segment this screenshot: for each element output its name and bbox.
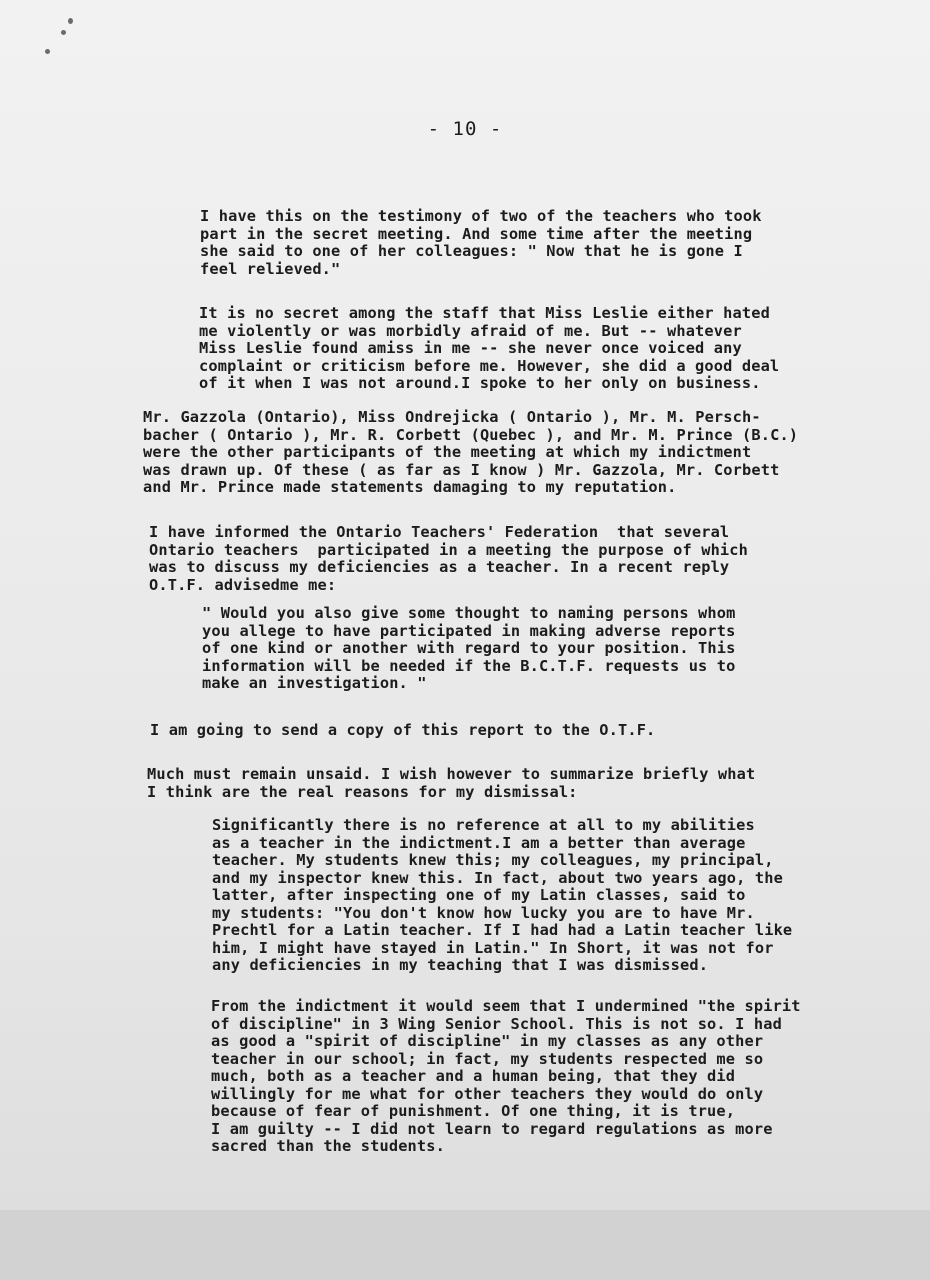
- paragraph-teaching-ability: Significantly there is no reference at all to my abilities as a teacher in the indictment.I am a better than average teacher. My students knew this; my colleagues, my principal, and my inspector knew this. In fact, about two years ago, the latter, after inspecting one of my Latin classes, said to my students: "You don't know how lucky you are to have Mr. Prechtl for a Latin teacher. If I had had a Latin teacher like him, I might have stayed in Latin." In Short, it was not for any deficiencies in my teaching that I was dismissed.: [212, 816, 793, 974]
- punch-marks: [28, 14, 88, 74]
- paragraph-otf-quote: " Would you also give some thought to naming persons whom you allege to have participated in making adverse reports of one kind or another with regard to your position. This information will be needed if the B.C.T.F. requests us to make an investigation. ": [202, 604, 736, 692]
- punch-mark: [61, 30, 66, 35]
- punch-mark: [68, 18, 73, 24]
- paragraph-miss-leslie: It is no secret among the staff that Miss Leslie either hated me violently or was morbidly afraid of me. But -- whatever Miss Leslie found amiss in me -- she never once voiced any complaint or criticism before me. However, she did a good deal of it when I was not around.I spoke to her only on business.: [199, 304, 780, 392]
- page-number: - 10 -: [427, 118, 503, 140]
- paragraph-testimony: I have this on the testimony of two of the teachers who took part in the secret meeting. And some time after the meeting she said to one of her colleagues: " Now that he is gone I feel relieved.": [200, 207, 762, 278]
- paragraph-summary-intro: Much must remain unsaid. I wish however to summarize briefly what I think are the real reasons for my dismissal:: [147, 765, 756, 801]
- scan-background: [0, 1210, 930, 1280]
- paragraph-send-copy: I am going to send a copy of this report to the O.T.F.: [150, 721, 656, 739]
- paragraph-participants: Mr. Gazzola (Ontario), Miss Ondrejicka ( Ontario ), Mr. M. Persch- bacher ( Ontario ), Mr. R. Corbett (Quebec ), and Mr. M. Prince (B.C.) were the other participants of the meeting at which my indictment was drawn up. Of these ( as far as I know ) Mr. Gazzola, Mr. Corbett and Mr. Prince made statements damaging to my reputation.: [143, 408, 799, 496]
- paragraph-discipline: From the indictment it would seem that I undermined "the spirit of discipline" in 3 Wing Senior School. This is not so. I had as good a "spirit of discipline" in my classes as any other teacher in our school; in fact, my students respected me so much, both as a teacher and a human being, that they did willingly for me what for other teachers they would do only because of fear of punishment. Of one thing, it is true, I am guilty -- I did not learn to regard regulations as more sacred than the students.: [211, 997, 801, 1155]
- punch-mark: [45, 49, 50, 54]
- paragraph-otf-informed: I have informed the Ontario Teachers' Federation that several Ontario teachers participated in a meeting the purpose of which was to discuss my deficiencies as a teacher. In a recent reply O.T.F. advisedme me:: [149, 523, 749, 594]
